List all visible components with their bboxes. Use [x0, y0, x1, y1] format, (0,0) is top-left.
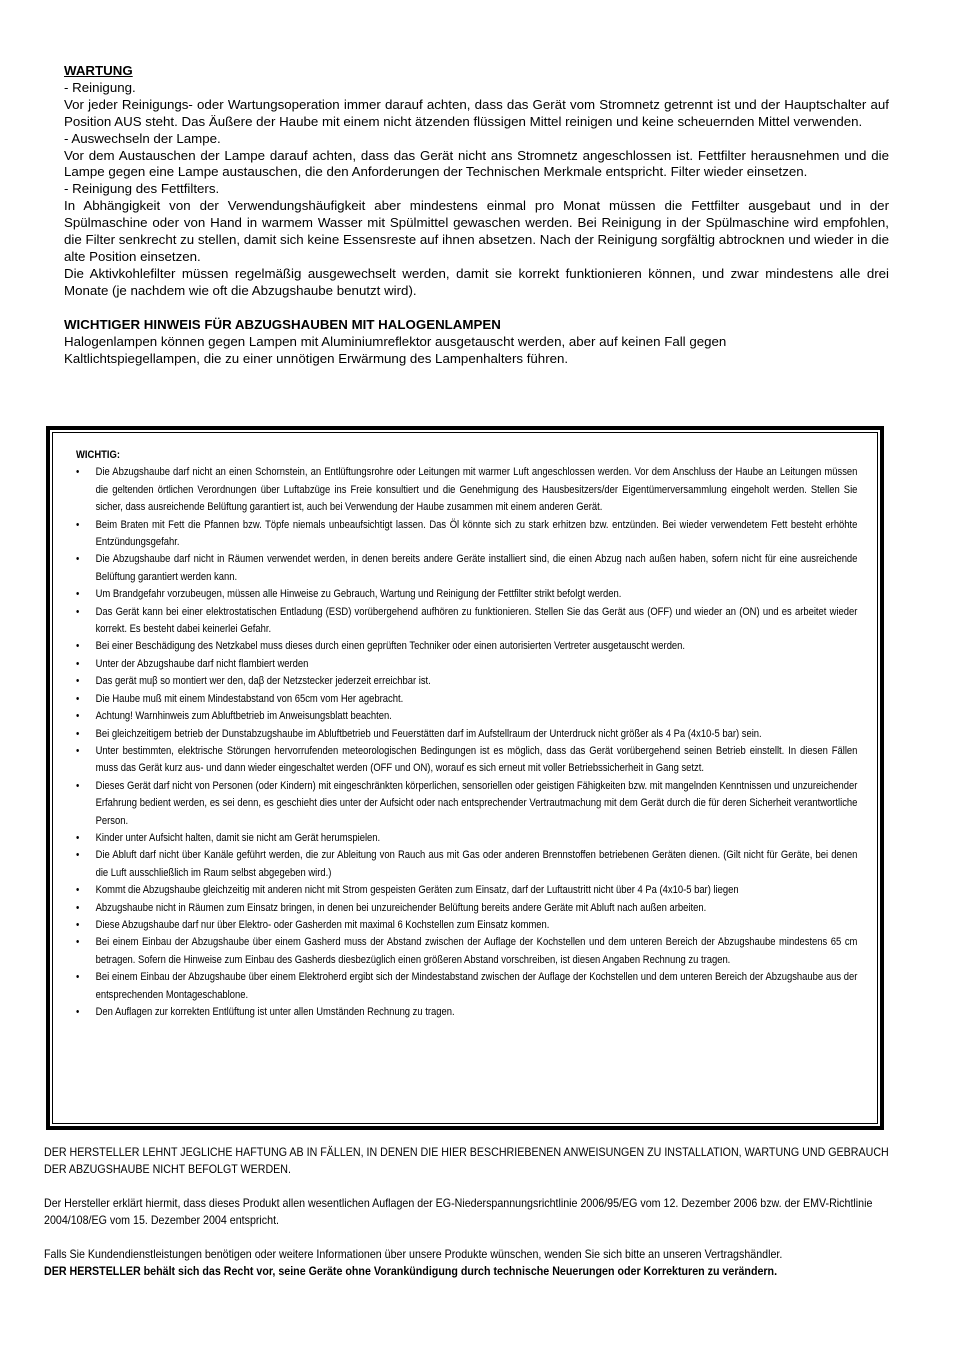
wartung-title: WARTUNG [64, 63, 133, 78]
wartung-paragraph: Die Aktivkohlefilter müssen regelmäßig ausgewechselt werden, damit sie korrekt funktionieren können, und zwar mindestens alle drei Monate (je nachdem wie oft die Abzugshaube benutzt wird). [64, 265, 889, 298]
warning-item: • Unter bestimmten, elektrische Störungen hervorrufenden meteorologischen Bedingungen ist es möglich, dass das Gerät vorübergehend seinen Betrieb einstellt. In diesen Fällen muss das Gerät kurz aus- und dann wieder eingeschaltet werden (OFF und ON), worauf es sich erneut mit voller Betriebssicherheit in Gang setzt. [76, 743, 857, 778]
warning-item: • Um Brandgefahr vorzubeugen, müssen alle Hinweise zu Gebrauch, Wartung und Reinigung der Fettfilter strikt befolgt werden. [76, 586, 857, 603]
wartung-section [64, 63, 889, 367]
warning-item: • Kommt die Abzugshaube gleichzeitig mit anderen nicht mit Strom gespeisten Geräten zum Einsatz, darf der Luftaustritt nicht über 4 Pa (4x10-5 bar) liegen [76, 882, 857, 899]
warning-item: • Bei einem Einbau der Abzugshaube über einem Elektroherd ergibt sich der Mindestabstand zwischen der Auflage der Kochstellen und dem unteren Bereich der Abzugshaube aus der entsprechenden Montageschablone. [76, 969, 857, 1004]
warning-item: • Achtung! Warnhinweis zum Abluftbetrieb im Anweisungsblatt beachten. [76, 708, 857, 725]
warning-item: • Die Abluft darf nicht über Kanäle geführt werden, die zur Ableitung von Rauch aus mit Gas oder anderen Brennstoffen betriebenen Geräten dienen. (Gilt nicht für Geräte, bei denen die Luft ausschließlich im Raum selbst abgegeben wird.) [76, 847, 857, 882]
halogen-line: Kaltlichtspiegellampen, die zu einer unnötigen Erwärmung des Lampenhalters führen. [64, 350, 569, 366]
halogen-line: Halogenlampen können gegen Lampen mit Aluminiumreflektor ausgetauscht werden, aber auf keinen Fall gegen [64, 333, 727, 349]
warning-box-content [76, 447, 857, 1021]
warning-item: • Die Haube muß mit einem Mindestabstand von 65cm vom Her agebracht. [76, 691, 857, 708]
wartung-paragraph: - Reinigung des Fettfilters. [64, 181, 220, 197]
wartung-paragraph: In Abhängigkeit von der Verwendungshäufigkeit aber mindestens einmal pro Monat müssen die Fettfilter ausgebaut und in der Spülmaschine oder von Hand in warmem Wasser mit Spülmittel gewaschen werden. Bei Reinigung in der Spülmaschine wird empfohlen, die Filter senkrecht zu stellen, damit sich keine Essensreste auf ihnen absetzen. Nach der Reinigung sorgfältig abtrocknen und wieder in die alte Position einsetzen. [64, 198, 889, 264]
conformity-notice: Der Hersteller erklärt hiermit, dass dieses Produkt allen wesentlichen Auflagen der EG-Niederspannungsrichtlinie 2006/95/EG vom 12. Dezember 2006 bzw. der EMV-Richtlinie 2004/108/EG vom 15. Dezember 2004 entspricht. [44, 1196, 873, 1227]
wartung-paragraph: - Auswechseln der Lampe. [64, 130, 221, 146]
rights-notice: DER HERSTELLER behält sich das Recht vor, seine Geräte ohne Vorankündigung durch technische Neuerungen oder Korrekturen zu verändern. [44, 1264, 778, 1278]
wartung-paragraph: Vor dem Austauschen der Lampe darauf achten, dass das Gerät nicht ans Stromnetz angeschlossen ist. Fettfilter herausnehmen und die Lampe gegen eine Lampe austauschen, die den Anforderungen der Technischen Merkmale entspricht. Filter wieder einsetzen. [64, 147, 889, 180]
warning-title: WICHTIG: [76, 449, 120, 461]
warning-item: • Abzugshaube nicht in Räumen zum Einsatz bringen, in denen bei unzureichender Belüftung bereits andere Geräte mit Abluft nach außen arbeiten. [76, 900, 857, 917]
warning-item: • Das gerät muβ so montiert wer den, daβ der Netzstecker jederzeit erreichbar ist. [76, 673, 857, 690]
footer-section [44, 1144, 894, 1280]
liability-notice: DER HERSTELLER LEHNT JEGLICHE HAFTUNG AB IN FÄLLEN, IN DENEN DIE HIER BESCHRIEBENEN ANWEISUNGEN ZU INSTALLATION, WARTUNG UND GEBRAUCH DER ABZUGSHAUBE NICHT BEFOLGT WERDEN. [44, 1145, 889, 1176]
halogen-title: WICHTIGER HINWEIS FÜR ABZUGSHAUBEN MIT HALOGENLAMPEN [64, 316, 501, 332]
warning-box [46, 426, 884, 1130]
warning-item: • Dieses Gerät darf nicht von Personen (oder Kindern) mit eingeschränkten körperlichen, sensoriellen oder geistigen Fähigkeiten bzw. mit mangelnden Kenntnissen und unzureichender Erfahrung bedient werden, es sei denn, es geschieht dies unter der Aufsicht oder nach entsprechender Vertrautmachung mit dem Gerät durch die für deren Sicherheit verantwortliche Person. [76, 778, 857, 830]
warning-item: • Diese Abzugshaube darf nur über Elektro- oder Gasherden mit maximal 6 Kochstellen zum Einsatz kommen. [76, 917, 857, 934]
warning-item: • Bei einem Einbau der Abzugshaube über einem Gasherd muss der Abstand zwischen der Auflage der Kochstellen und dem unteren Bereich der Abzugshaube mindestens 65 cm betragen. Sofern die Hinweise zum Einbau des Gasherds diesbezüglich einen größeren Abstand vorschreiben, ist diesen Angaben Rechnung zu tragen. [76, 934, 857, 969]
warning-item: • Die Abzugshaube darf nicht an einen Schornstein, an Entlüftungsrohre oder Leitungen mit warmer Luft angeschlossen werden. Vor dem Anschluss der Haube an Leitungen müssen die geltenden örtlichen Verordnungen über Luftabzüge ins Freie konsultiert und die Genehmigung des Hausbesitzers/der Eigentümerversammlung eingeholt werden. Stellen Sie sicher, dass ausreichende Belüftung garantiert ist, auch bei Verwendung der Haube zusammen mit einem anderen Gerät. [76, 464, 857, 516]
warning-list [76, 464, 857, 1021]
wartung-paragraph: Vor jeder Reinigungs- oder Wartungsoperation immer darauf achten, dass das Gerät vom Stromnetz getrennt ist und der Hauptschalter auf Position AUS steht. Das Äußere der Haube mit einem nicht ätzenden flüssigen Mittel reinigen und keine scheuernden Mittel verwenden. [64, 96, 889, 129]
warning-item: • Kinder unter Aufsicht halten, damit sie nicht am Gerät herumspielen. [76, 830, 857, 847]
warning-item: • Die Abzugshaube darf nicht in Räumen verwendet werden, in denen bereits andere Geräte installiert sind, die einen Abzug nach außen haben, sofern nicht für eine ausreichende Belüftung garantiert werden kann. [76, 551, 857, 586]
wartung-paragraph: - Reinigung. [64, 79, 136, 95]
service-notice: Falls Sie Kundendienstleistungen benötigen oder weitere Informationen über unsere Produkte wünschen, wenden Sie sich bitte an unseren Vertragshändler. [44, 1247, 783, 1261]
warning-item: • Das Gerät kann bei einer elektrostatischen Entladung (ESD) vorübergehend aufhören zu funktionieren. Stellen Sie das Gerät aus (OFF) und wieder an (ON) und es arbeitet wieder korrekt. Es besteht dabei keinerlei Gefahr. [76, 604, 857, 639]
warning-item: • Beim Braten mit Fett die Pfannen bzw. Töpfe niemals unbeaufsichtigt lassen. Das Öl könnte sich zu stark erhitzen bzw. entzünden. Bei wieder verwendetem Fett besteht erhöhte Entzündungsgefahr. [76, 517, 857, 552]
warning-item: • Den Auflagen zur korrekten Entlüftung ist unter allen Umständen Rechnung zu tragen. [76, 1004, 857, 1021]
warning-item: • Bei gleichzeitigem betrieb der Dunstabzugshaube im Abluftbetrieb und Feuerstätten darf im Aufstellraum der Unterdruck nicht größer als 4 Pa (4x10-5 bar) sein. [76, 726, 857, 743]
warning-item: • Unter der Abzugshaube darf nicht flambiert werden [76, 656, 857, 673]
warning-item: • Bei einer Beschädigung des Netzkabel muss dieses durch einen geprüften Techniker oder einen autorisierten Vertreter ausgetauscht werden. [76, 638, 857, 655]
